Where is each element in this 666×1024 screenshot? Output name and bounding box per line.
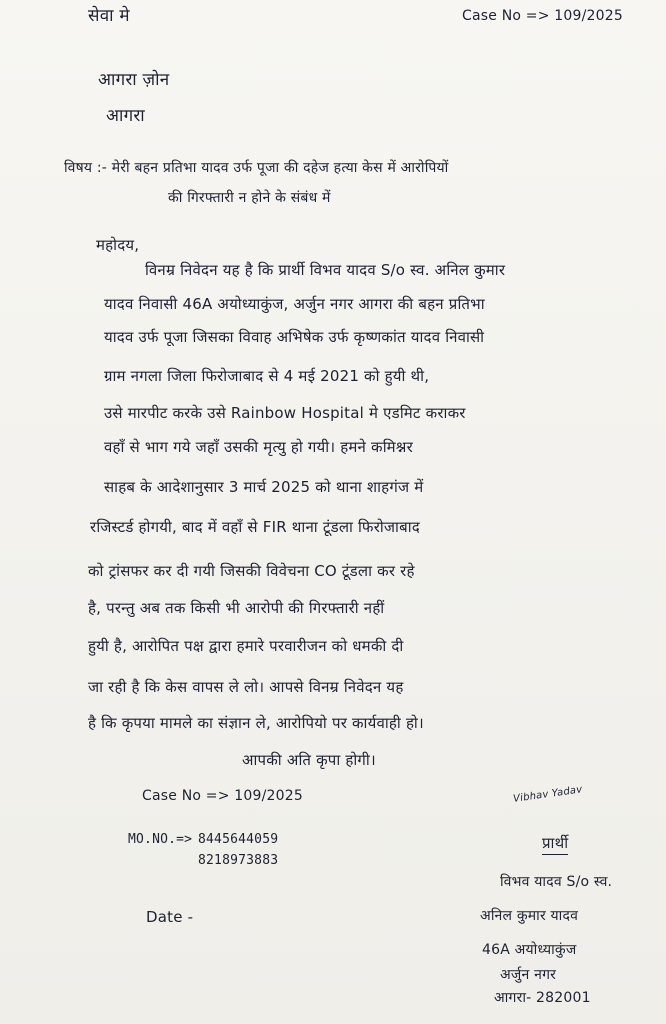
mobile-number-2: 8218973883 xyxy=(198,853,279,868)
body-line: यादव निवासी 46A अयोध्याकुंज, अर्जुन नगर आगरा की बहन प्रतिभा xyxy=(104,295,485,313)
body-line: हुयी है, आरोपित पक्ष द्वारा हमारे परवारीजन को धमकी दी xyxy=(88,637,404,655)
mobile-number-1: 8445644059 xyxy=(198,832,279,847)
body-line: जा रही है कि केस वापस ले लो। आपसे विनम्र निवेदन यह xyxy=(88,678,404,696)
body-line: यादव उर्फ पूजा जिसका विवाह अभिषेक उर्फ कृष्णकांत यादव निवासी xyxy=(104,328,485,346)
signature-handwritten: Vibhav Yadav xyxy=(512,784,584,805)
addressee-line1: आगरा ज़ोन xyxy=(98,70,170,90)
body-line: को ट्रांसफर कर दी गयी जिसकी विवेचना CO टूंडला कर रहे xyxy=(88,562,415,580)
header-case-number: Case No => 109/2025 xyxy=(462,8,623,24)
body-line: ग्राम नगला जिला फिरोजाबाद से 4 मई 2021 को हुयी थी, xyxy=(104,367,430,385)
body-line: उसे मारपीट करके उसे Rainbow Hospital मे एडमिट कराकर xyxy=(104,404,466,422)
body-line: विनम्र निवेदन यह है कि प्रार्थी विभव यादव S/o स्व. अनिल कुमार xyxy=(145,261,506,279)
body-line: है कि कृपया मामले का संज्ञान ले, आरोपियो पर कार्यवाही हो। xyxy=(88,714,424,732)
applicant-address-line: अनिल कुमार यादव xyxy=(480,908,579,924)
subject-line2: की गिरफ्तारी न होने के संबंध में xyxy=(168,190,331,206)
applicant-address-line: आगरा- 282001 xyxy=(494,990,591,1006)
applicant-label: प्रार्थी xyxy=(542,833,568,855)
salutation: सेवा मे xyxy=(88,6,130,26)
applicant-address-line: विभव यादव S/o स्व. xyxy=(500,874,613,890)
body-line: वहाँ से भाग गये जहाँ उसकी मृत्यु हो गयी। हमने कमिश्नर xyxy=(104,438,413,456)
applicant-address-line: अर्जुन नगर xyxy=(500,967,557,983)
body-line: रजिस्टर्ड होगयी, बाद में वहाँ से FIR थाना टूंडला फिरोजाबाद xyxy=(90,518,420,536)
body-line: है, परन्तु अब तक किसी भी आरोपी की गिरफ्तारी नहीं xyxy=(88,599,385,617)
date-label: Date - xyxy=(146,908,194,926)
mobile-label: MO.NO.=> xyxy=(128,832,193,847)
applicant-address-line: 46A अयोध्याकुंज xyxy=(482,942,577,958)
greeting: महोदय, xyxy=(96,236,140,254)
addressee-line2: आगरा xyxy=(106,106,145,126)
subject-line1: विषय :- मेरी बहन प्रतिभा यादव उर्फ पूजा की दहेज हत्या केस में आरोपियों xyxy=(64,160,449,176)
footer-case-number: Case No => 109/2025 xyxy=(142,788,303,804)
body-line: आपकी अति कृपा होगी। xyxy=(242,751,376,769)
body-line: साहब के आदेशानुसार 3 मार्च 2025 को थाना शाहगंज में xyxy=(104,478,424,496)
